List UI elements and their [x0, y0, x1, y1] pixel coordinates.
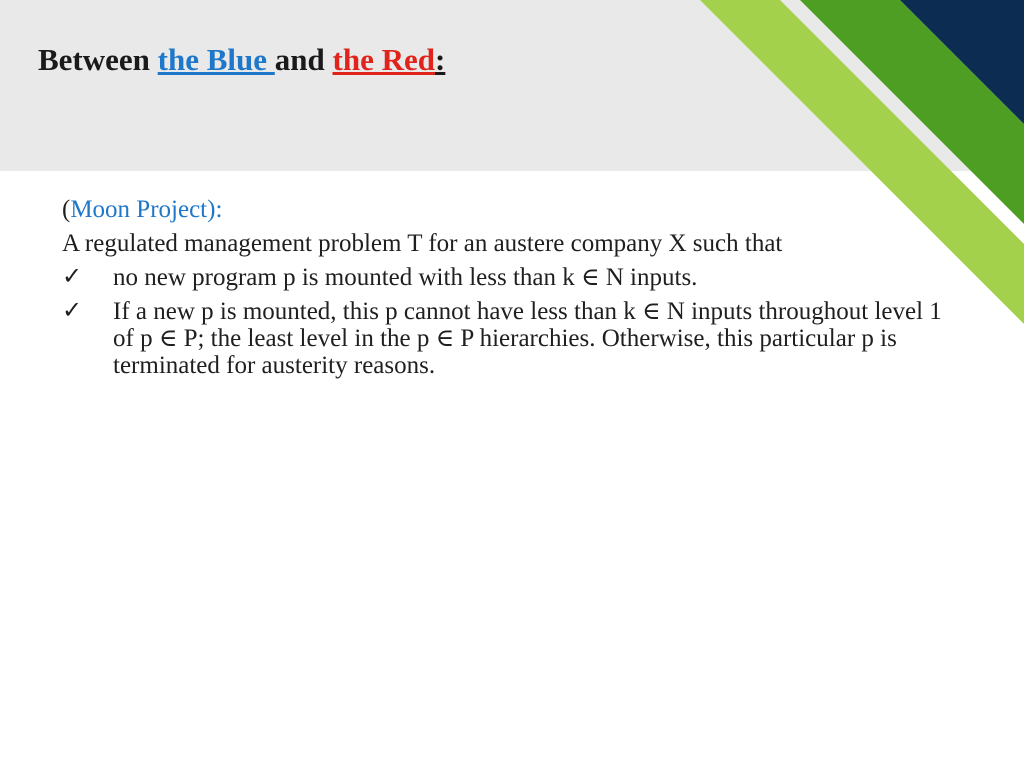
title-blue-highlight: the Blue — [157, 42, 275, 77]
intro-line: A regulated management problem T for an austere company X such that — [62, 230, 783, 257]
checklist-item — [62, 298, 962, 379]
title-red-highlight: the Red — [332, 42, 435, 77]
moon-project-open-paren: ( — [62, 196, 71, 223]
moon-project-label: Moon Project): — [70, 196, 223, 223]
slide-content — [62, 196, 962, 386]
page-title — [38, 42, 445, 78]
checklist-item — [62, 264, 962, 291]
title-colon: : — [434, 42, 446, 77]
checklist-item-text: If a new p is mounted, this p cannot have less than k ∈ N inputs throughout level 1 of p ∈ P; the least level in the p ∈ P hierarchies. Otherwise, this particular p is terminated for austerity reasons. — [113, 298, 942, 379]
checkmark-icon: ✓ — [62, 298, 83, 324]
checklist-item-text: no new program p is mounted with less than k ∈ N inputs. — [113, 264, 698, 291]
title-prefix: Between — [38, 42, 158, 77]
moon-project-heading — [62, 196, 962, 230]
title-mid: and — [274, 42, 333, 77]
checkmark-icon: ✓ — [62, 264, 83, 290]
